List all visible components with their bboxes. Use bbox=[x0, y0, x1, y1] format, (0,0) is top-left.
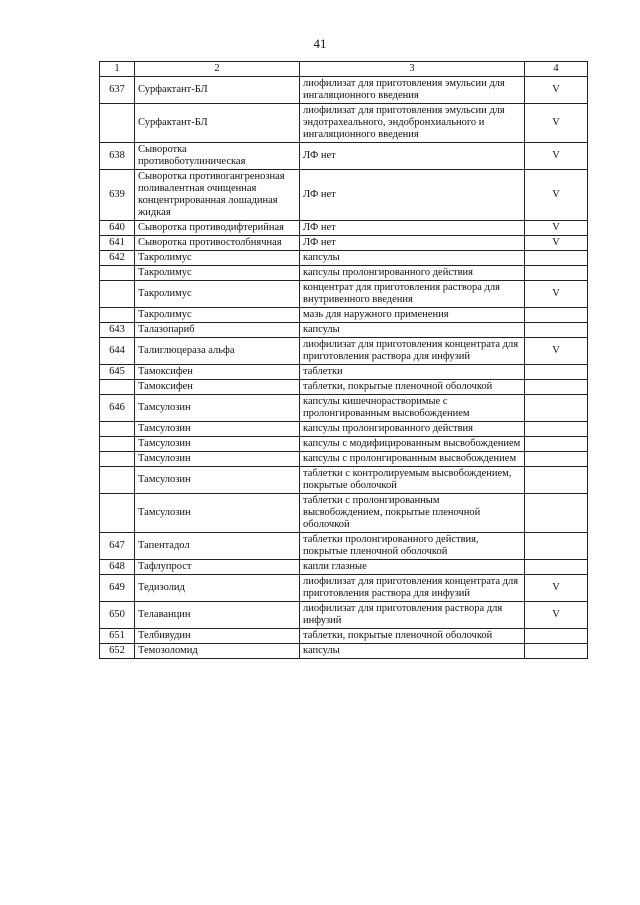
dosage-form: таблетки, покрытые пленочной оболочкой bbox=[300, 629, 525, 644]
dosage-form: капли глазные bbox=[300, 560, 525, 575]
row-number: 645 bbox=[100, 365, 135, 380]
table-row bbox=[100, 644, 588, 659]
row-number: 638 bbox=[100, 143, 135, 170]
drug-name: Талазопариб bbox=[135, 323, 300, 338]
mark-cell bbox=[525, 644, 588, 659]
dosage-form: таблетки bbox=[300, 365, 525, 380]
row-number bbox=[100, 266, 135, 281]
dosage-form: капсулы bbox=[300, 323, 525, 338]
mark-cell bbox=[525, 323, 588, 338]
row-number: 639 bbox=[100, 170, 135, 221]
mark-cell: V bbox=[525, 104, 588, 143]
dosage-form: лиофилизат для приготовления раствора для инфузий bbox=[300, 602, 525, 629]
header-col-4: 4 bbox=[525, 62, 588, 77]
mark-cell: V bbox=[525, 281, 588, 308]
row-number: 647 bbox=[100, 533, 135, 560]
table-row bbox=[100, 236, 588, 251]
table-row bbox=[100, 602, 588, 629]
table-row bbox=[100, 395, 588, 422]
drug-table bbox=[99, 61, 588, 659]
table-row bbox=[100, 629, 588, 644]
dosage-form: лиофилизат для приготовления эмульсии для ингаляционного введения bbox=[300, 77, 525, 104]
dosage-form: капсулы пролонгированного действия bbox=[300, 266, 525, 281]
mark-cell: V bbox=[525, 221, 588, 236]
dosage-form: капсулы bbox=[300, 251, 525, 266]
mark-cell: V bbox=[525, 602, 588, 629]
mark-cell bbox=[525, 452, 588, 467]
dosage-form: концентрат для приготовления раствора для внутривенного введения bbox=[300, 281, 525, 308]
mark-cell bbox=[525, 422, 588, 437]
table-row bbox=[100, 251, 588, 266]
mark-cell bbox=[525, 266, 588, 281]
dosage-form: таблетки с пролонгированным высвобождением, покрытые пленочной оболочкой bbox=[300, 494, 525, 533]
mark-cell bbox=[525, 365, 588, 380]
table-row bbox=[100, 467, 588, 494]
drug-name: Тамсулозин bbox=[135, 437, 300, 452]
drug-name: Сыворотка противоботулиническая bbox=[135, 143, 300, 170]
row-number: 652 bbox=[100, 644, 135, 659]
mark-cell bbox=[525, 533, 588, 560]
header-col-1: 1 bbox=[100, 62, 135, 77]
drug-name: Такролимус bbox=[135, 281, 300, 308]
row-number: 651 bbox=[100, 629, 135, 644]
drug-name: Телаванцин bbox=[135, 602, 300, 629]
drug-name: Такролимус bbox=[135, 251, 300, 266]
drug-name: Такролимус bbox=[135, 266, 300, 281]
row-number: 649 bbox=[100, 575, 135, 602]
dosage-form: мазь для наружного применения bbox=[300, 308, 525, 323]
table-row bbox=[100, 170, 588, 221]
dosage-form: ЛФ нет bbox=[300, 143, 525, 170]
drug-name: Тамсулозин bbox=[135, 467, 300, 494]
mark-cell bbox=[525, 629, 588, 644]
table-row bbox=[100, 143, 588, 170]
drug-name: Тамоксифен bbox=[135, 365, 300, 380]
dosage-form: ЛФ нет bbox=[300, 236, 525, 251]
mark-cell: V bbox=[525, 170, 588, 221]
dosage-form: капсулы с пролонгированным высвобождением bbox=[300, 452, 525, 467]
dosage-form: капсулы пролонгированного действия bbox=[300, 422, 525, 437]
header-col-3: 3 bbox=[300, 62, 525, 77]
mark-cell bbox=[525, 560, 588, 575]
header-col-2: 2 bbox=[135, 62, 300, 77]
page-number: 41 bbox=[313, 36, 327, 51]
table-row bbox=[100, 452, 588, 467]
drug-name: Такролимус bbox=[135, 308, 300, 323]
dosage-form: лиофилизат для приготовления эмульсии для эндотрахеального, эндобронхиального и ингаляционного введения bbox=[300, 104, 525, 143]
row-number bbox=[100, 422, 135, 437]
row-number: 641 bbox=[100, 236, 135, 251]
row-number bbox=[100, 467, 135, 494]
table-row bbox=[100, 266, 588, 281]
dosage-form: капсулы с модифицированным высвобождением bbox=[300, 437, 525, 452]
drug-name: Талиглюцераза альфа bbox=[135, 338, 300, 365]
mark-cell: V bbox=[525, 236, 588, 251]
table-row bbox=[100, 338, 588, 365]
dosage-form: ЛФ нет bbox=[300, 170, 525, 221]
table-row bbox=[100, 560, 588, 575]
drug-name: Телбивудин bbox=[135, 629, 300, 644]
table-row bbox=[100, 77, 588, 104]
row-number bbox=[100, 104, 135, 143]
mark-cell: V bbox=[525, 77, 588, 104]
row-number bbox=[100, 380, 135, 395]
drug-name: Темозоломид bbox=[135, 644, 300, 659]
drug-name: Тамсулозин bbox=[135, 395, 300, 422]
drug-name: Сурфактант-БЛ bbox=[135, 104, 300, 143]
table-row bbox=[100, 494, 588, 533]
drug-name: Тапентадол bbox=[135, 533, 300, 560]
table-header-row bbox=[100, 62, 588, 77]
table-row bbox=[100, 380, 588, 395]
row-number: 643 bbox=[100, 323, 135, 338]
row-number: 637 bbox=[100, 77, 135, 104]
drug-name: Тафлупрост bbox=[135, 560, 300, 575]
mark-cell bbox=[525, 494, 588, 533]
table-row bbox=[100, 422, 588, 437]
drug-name: Тедизолид bbox=[135, 575, 300, 602]
dosage-form: таблетки пролонгированного действия, покрытые пленочной оболочкой bbox=[300, 533, 525, 560]
table-row bbox=[100, 104, 588, 143]
dosage-form: таблетки с контролируемым высвобождением, покрытые оболочкой bbox=[300, 467, 525, 494]
mark-cell: V bbox=[525, 338, 588, 365]
table-row bbox=[100, 365, 588, 380]
mark-cell bbox=[525, 437, 588, 452]
table-row bbox=[100, 437, 588, 452]
table-row bbox=[100, 533, 588, 560]
mark-cell bbox=[525, 467, 588, 494]
drug-name: Тамоксифен bbox=[135, 380, 300, 395]
mark-cell: V bbox=[525, 575, 588, 602]
row-number bbox=[100, 452, 135, 467]
row-number: 644 bbox=[100, 338, 135, 365]
drug-name: Сыворотка противогангренозная поливалентная очищенная концентрированная лошадиная жидкая bbox=[135, 170, 300, 221]
row-number bbox=[100, 281, 135, 308]
dosage-form: таблетки, покрытые пленочной оболочкой bbox=[300, 380, 525, 395]
dosage-form: капсулы bbox=[300, 644, 525, 659]
row-number bbox=[100, 437, 135, 452]
drug-name: Сыворотка противодифтерийная bbox=[135, 221, 300, 236]
mark-cell: V bbox=[525, 143, 588, 170]
row-number bbox=[100, 308, 135, 323]
drug-name: Сурфактант-БЛ bbox=[135, 77, 300, 104]
row-number: 640 bbox=[100, 221, 135, 236]
drug-name: Тамсулозин bbox=[135, 422, 300, 437]
table-row bbox=[100, 575, 588, 602]
drug-name: Тамсулозин bbox=[135, 494, 300, 533]
dosage-form: ЛФ нет bbox=[300, 221, 525, 236]
mark-cell bbox=[525, 308, 588, 323]
row-number: 646 bbox=[100, 395, 135, 422]
table-row bbox=[100, 221, 588, 236]
mark-cell bbox=[525, 251, 588, 266]
dosage-form: лиофилизат для приготовления концентрата для приготовления раствора для инфузий bbox=[300, 338, 525, 365]
mark-cell bbox=[525, 395, 588, 422]
row-number: 648 bbox=[100, 560, 135, 575]
row-number bbox=[100, 494, 135, 533]
dosage-form: лиофилизат для приготовления концентрата для приготовления раствора для инфузий bbox=[300, 575, 525, 602]
table-row bbox=[100, 281, 588, 308]
dosage-form: капсулы кишечнорастворимые с пролонгированным высвобождением bbox=[300, 395, 525, 422]
row-number: 642 bbox=[100, 251, 135, 266]
drug-name: Сыворотка противостолбнячная bbox=[135, 236, 300, 251]
table-row bbox=[100, 323, 588, 338]
row-number: 650 bbox=[100, 602, 135, 629]
mark-cell bbox=[525, 380, 588, 395]
table-row bbox=[100, 308, 588, 323]
drug-name: Тамсулозин bbox=[135, 452, 300, 467]
